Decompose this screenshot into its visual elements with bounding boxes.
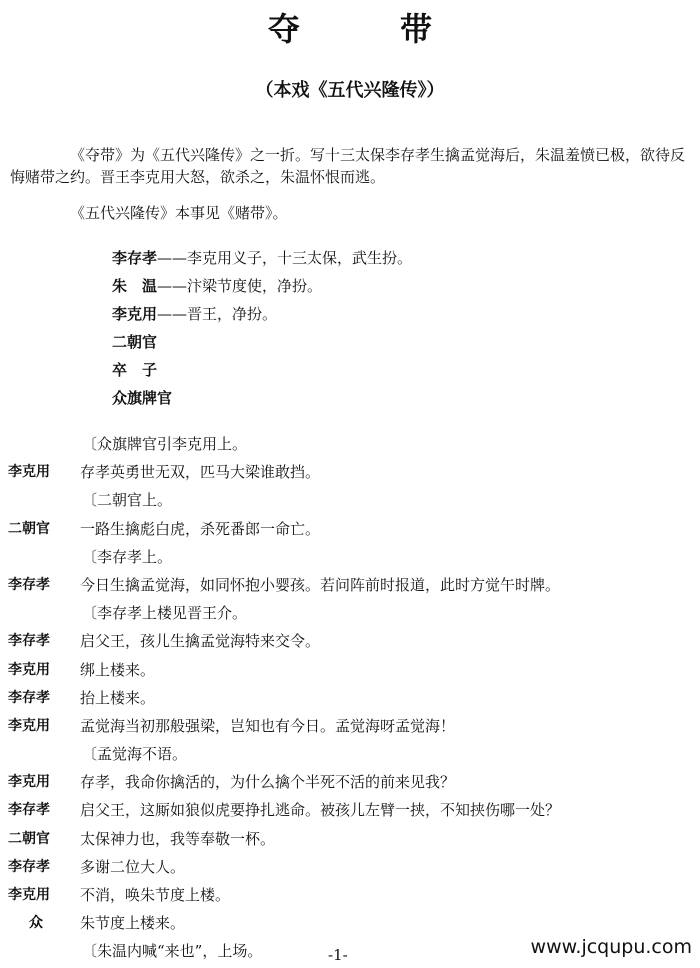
dialogue-line bbox=[0, 627, 700, 655]
speaker-name: 李存孝 bbox=[8, 858, 50, 875]
stage-direction-text: 〔李存孝上楼见晋王介。 bbox=[82, 604, 248, 623]
speaker-name: 二朝官 bbox=[8, 830, 50, 847]
speaker-name: 二朝官 bbox=[8, 520, 50, 537]
stage-direction-text: 〔李存孝上。 bbox=[82, 547, 173, 566]
intro-paragraph-2 bbox=[10, 202, 690, 224]
stage-direction bbox=[0, 430, 700, 458]
cast-name: 李克用 bbox=[112, 305, 158, 323]
speaker-name: 李克用 bbox=[8, 464, 50, 481]
speaker-name: 李克用 bbox=[8, 887, 50, 903]
dialogue-line bbox=[0, 881, 700, 909]
stage-direction bbox=[0, 599, 700, 627]
dialogue-line bbox=[0, 684, 700, 712]
dialogue-line bbox=[0, 768, 700, 796]
dialogue-line bbox=[0, 515, 700, 543]
speaker-name: 李克用 bbox=[8, 717, 50, 734]
cast-name: 朱 温 bbox=[112, 277, 158, 295]
stage-direction-text: 〔朱温内喊“来也”，上场。 bbox=[82, 942, 263, 961]
dialogue-line bbox=[0, 712, 700, 740]
cast-name: 二朝官 bbox=[112, 333, 158, 351]
dialogue-line bbox=[0, 571, 700, 599]
cast-name: 众旗牌官 bbox=[112, 389, 173, 407]
intro-text-2: 《五代兴隆传》本事见《赌带》。 bbox=[70, 204, 288, 222]
speaker-name: 李存孝 bbox=[8, 689, 50, 706]
stage-direction-text: 〔孟觉海不语。 bbox=[82, 745, 188, 764]
stage-direction-text: 〔众旗牌官引李克用上。 bbox=[82, 435, 248, 453]
page-subtitle: （本戏《五代兴隆传》） bbox=[255, 80, 445, 101]
speech-text: 朱节度上楼来。 bbox=[80, 914, 186, 933]
stage-direction bbox=[0, 486, 700, 514]
intro-text-1: 《夺带》为《五代兴隆传》之一折。写十三太保李存孝生擒孟觉海后，朱温羞愤已极，欲待反悔赌带之约。晋王李克用大怒，欲杀之，朱温怀恨而逃。 bbox=[10, 146, 686, 186]
speech-text: 启父王，这厮如狼似虎要挣扎逃命。被孩儿左臂一挟，不知挟伤哪一处？ bbox=[80, 801, 561, 820]
cast-item bbox=[112, 384, 412, 412]
stage-direction bbox=[0, 740, 700, 768]
speech-text: 存孝英勇世无双，匹马大梁谁敢挡。 bbox=[80, 463, 321, 482]
cast-description: ——李克用义子，十三太保，武生扮。 bbox=[157, 249, 413, 267]
cast-name: 卒 子 bbox=[112, 361, 158, 379]
cast-item bbox=[112, 272, 412, 300]
cast-description: ——晋王，净扮。 bbox=[157, 305, 278, 323]
dialogue-line bbox=[0, 853, 700, 881]
speech-text: 太保神力也，我等奉敬一杯。 bbox=[80, 829, 276, 848]
speech-text: 绑上楼来。 bbox=[80, 660, 156, 679]
page-number: -1- bbox=[328, 946, 348, 964]
script-body bbox=[0, 430, 700, 966]
dialogue-line bbox=[0, 825, 700, 853]
dialogue-line bbox=[0, 796, 700, 824]
speech-text: 存孝，我命你擒活的，为什么擒个半死不活的前来见我？ bbox=[80, 773, 456, 792]
speaker-name: 李克用 bbox=[8, 774, 50, 791]
speech-text: 今日生擒孟觉海，如同怀抱小婴孩。若问阵前时报道，此时方觉午时牌。 bbox=[80, 575, 561, 594]
watermark: www.jcqupu.com bbox=[530, 936, 692, 958]
cast-item bbox=[112, 328, 412, 356]
dialogue-line bbox=[0, 909, 700, 937]
speaker-name: 李存孝 bbox=[8, 802, 50, 819]
cast-item bbox=[112, 244, 412, 272]
cast-name: 李存孝 bbox=[112, 249, 158, 267]
speech-text: 孟觉海当初那般强梁，岂知也有今日。孟觉海呀孟觉海！ bbox=[80, 716, 456, 735]
intro-paragraph-1 bbox=[10, 144, 690, 188]
cast-description: ——汴梁节度使，净扮。 bbox=[157, 277, 323, 295]
dialogue-line bbox=[0, 656, 700, 684]
speaker-name: 李存孝 bbox=[8, 576, 50, 593]
speech-text: 抬上楼来。 bbox=[80, 688, 156, 707]
speech-text: 一路生擒彪白虎，杀死番郎一命亡。 bbox=[80, 519, 321, 538]
speech-text: 多谢二位大人。 bbox=[80, 857, 186, 876]
page-title: 夺 带 bbox=[267, 10, 466, 48]
stage-direction bbox=[0, 543, 700, 571]
speech-text: 不消，唤朱节度上楼。 bbox=[80, 886, 231, 904]
cast-item bbox=[112, 356, 412, 384]
dialogue-line bbox=[0, 458, 700, 486]
stage-direction-text: 〔二朝官上。 bbox=[82, 491, 173, 510]
speaker-name: 众 bbox=[29, 915, 43, 932]
speaker-name: 李克用 bbox=[8, 661, 50, 678]
speaker-name: 李存孝 bbox=[8, 633, 50, 650]
cast-list bbox=[112, 244, 412, 412]
speech-text: 启父王，孩儿生擒孟觉海特来交令。 bbox=[80, 632, 321, 651]
cast-item bbox=[112, 300, 412, 328]
